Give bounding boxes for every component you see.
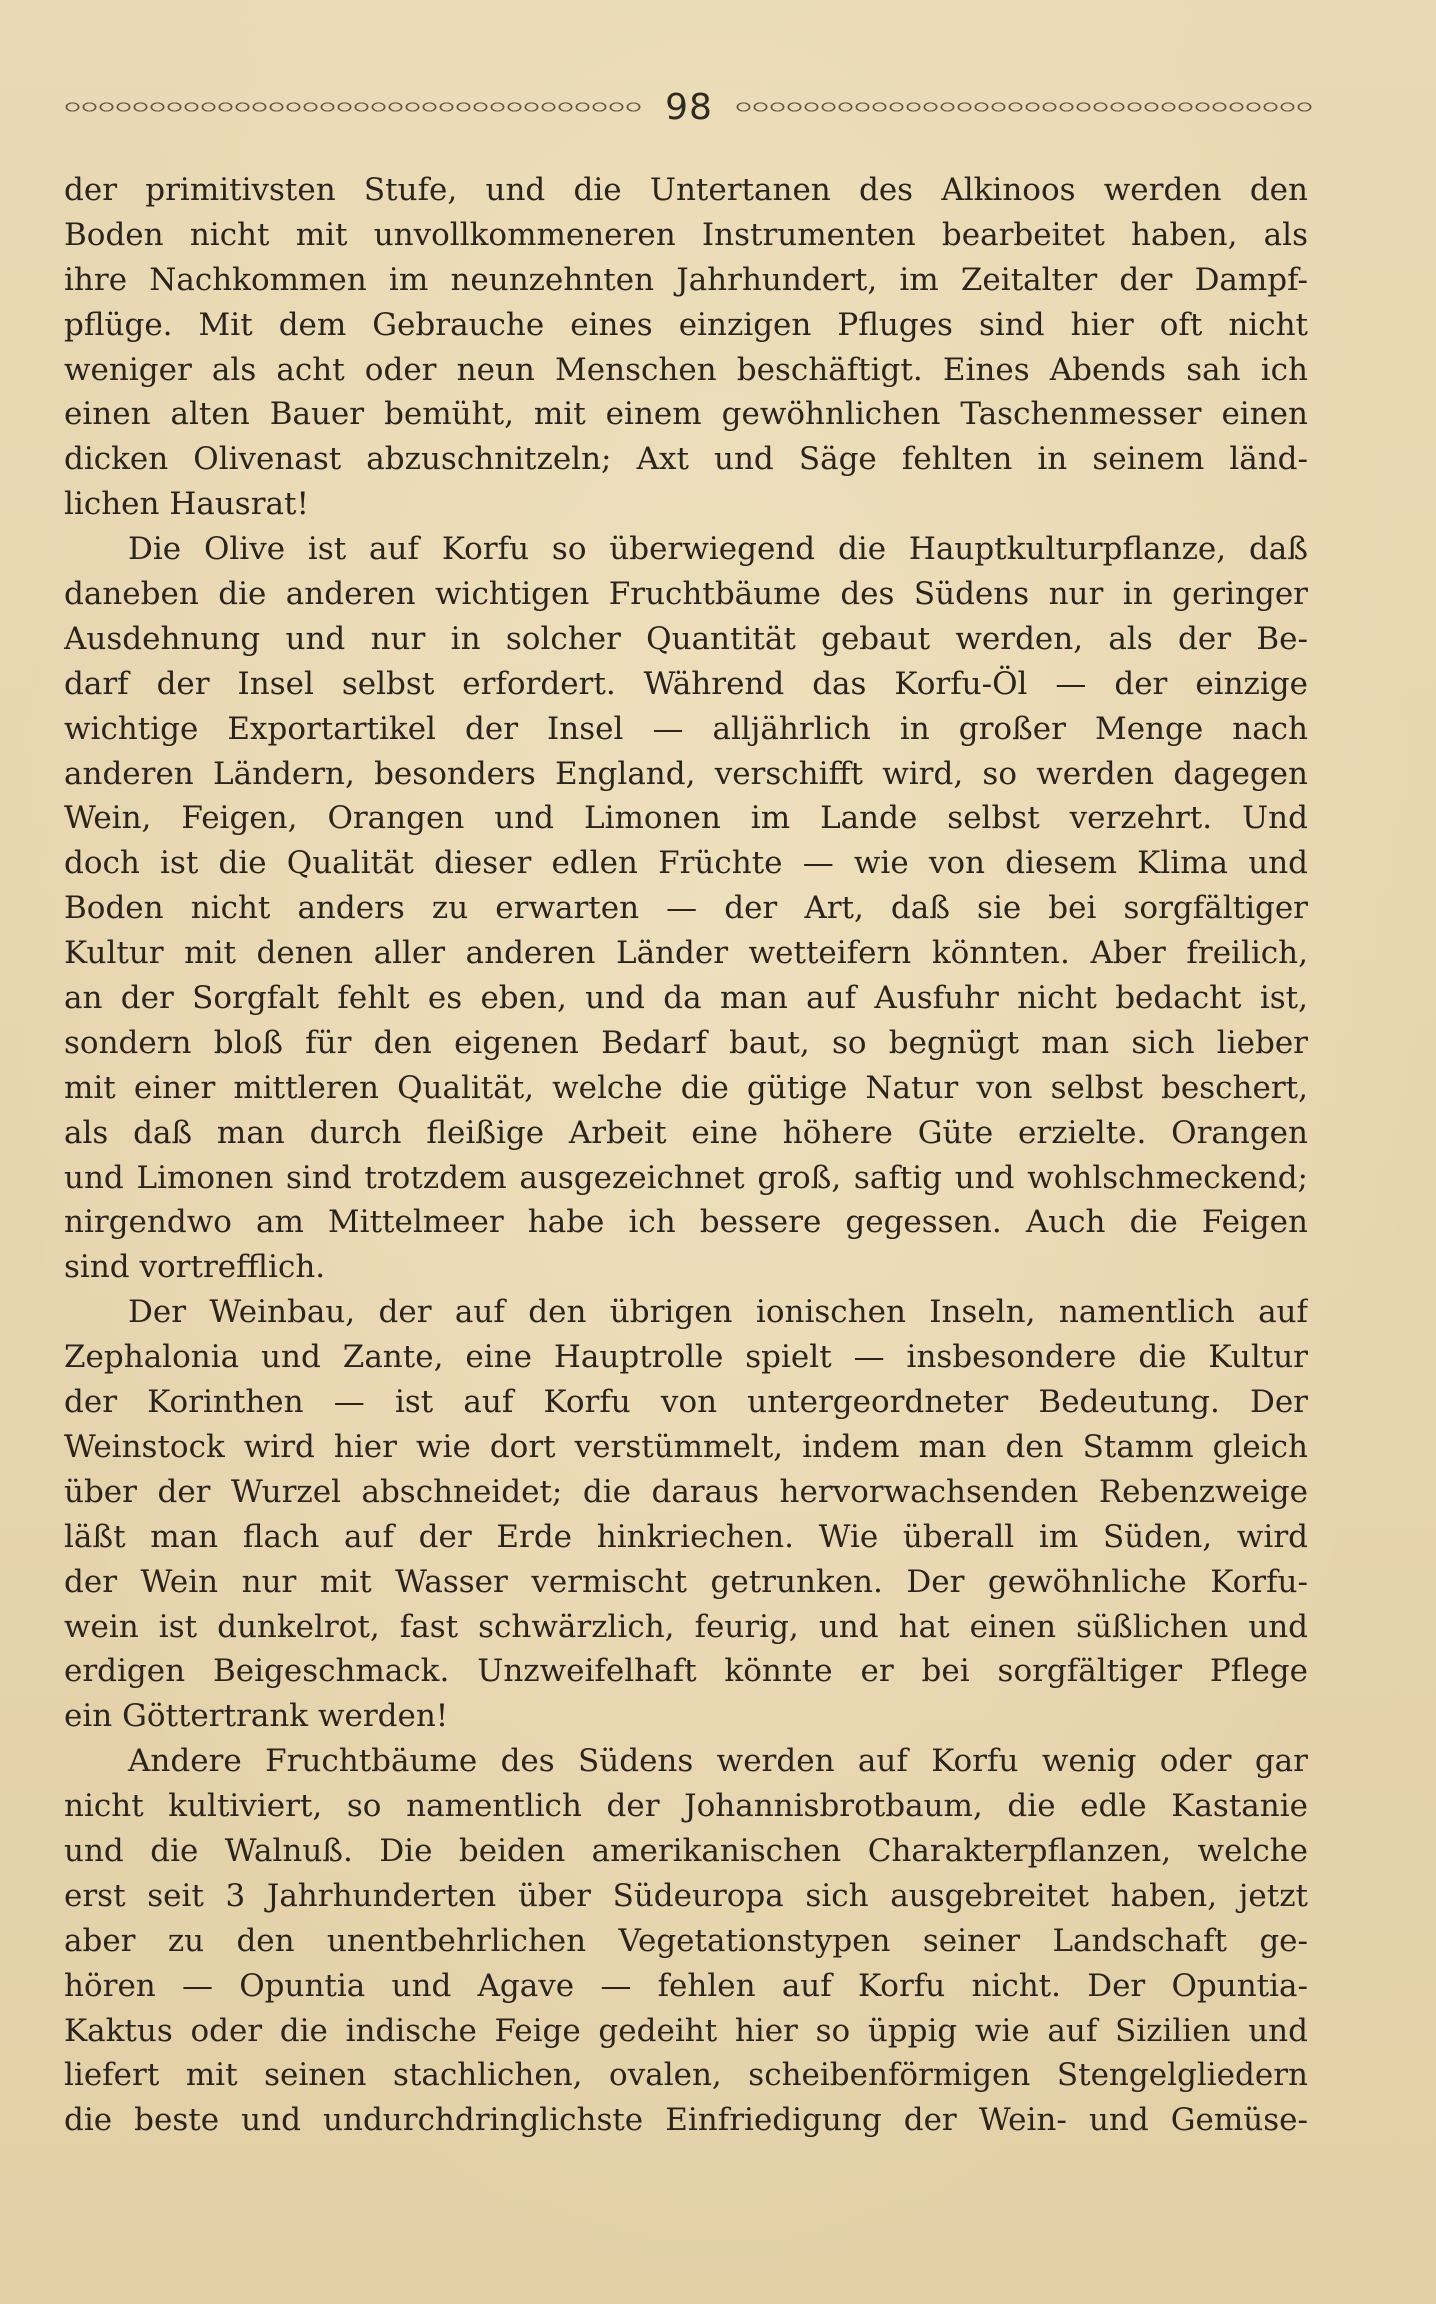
text-line: doch ist die Qualität dieser edlen Früchte — wie von diesem Klima und: [64, 845, 1308, 882]
text-line: und die Walnuß. Die beiden amerikanischen Charakterpflanzen, welche: [64, 1832, 1308, 1869]
page-header: [64, 82, 1314, 132]
body-text: [64, 168, 1308, 2143]
text-line: erst seit 3 Jahrhunderten über Südeuropa sich ausgebreitet haben, jetzt: [64, 1877, 1308, 1914]
text-line: Der Weinbau, der auf den übrigen ionischen Inseln, namentlich auf: [128, 1294, 1308, 1331]
text-line: ein Göttertrank werden!: [64, 1698, 449, 1735]
ornament-border-left: [64, 96, 643, 118]
text-line: Ausdehnung und nur in solcher Quantität gebaut werden, als der Be-: [64, 620, 1308, 657]
text-line: sondern bloß für den eigenen Bedarf baut, so begnügt man sich lieber: [64, 1024, 1308, 1061]
text-line: nicht kultiviert, so namentlich der Johannisbrotbaum, die edle Kastanie: [64, 1788, 1308, 1825]
text-line: Boden nicht anders zu erwarten — der Art, daß sie bei sorgfältiger: [64, 890, 1308, 927]
text-line: weniger als acht oder neun Menschen beschäftigt. Eines Abends sah ich: [64, 351, 1308, 388]
text-line: der Korinthen — ist auf Korfu von untergeordneter Bedeutung. Der: [64, 1384, 1308, 1421]
text-line: liefert mit seinen stachlichen, ovalen, scheibenförmigen Stengelgliedern: [64, 2057, 1308, 2094]
text-line: dicken Olivenast abzuschnitzeln; Axt und Säge fehlten in seinem länd-: [64, 441, 1308, 478]
ornament-border-right: [735, 96, 1314, 118]
text-line: mit einer mittleren Qualität, welche die gütige Natur von selbst beschert,: [64, 1069, 1308, 1106]
text-line: anderen Ländern, besonders England, verschifft wird, so werden dagegen: [64, 755, 1308, 792]
text-line: der primitivsten Stufe, und die Untertanen des Alkinoos werden den: [64, 172, 1308, 208]
page-number: 98: [665, 86, 713, 128]
text-line: Wein, Feigen, Orangen und Limonen im Lande selbst verzehrt. Und: [64, 800, 1308, 837]
text-line: Kaktus oder die indische Feige gedeiht hier so üppig wie auf Sizilien und: [64, 2012, 1308, 2049]
text-line: lichen Hausrat!: [64, 486, 309, 523]
text-line: als daß man durch fleißige Arbeit eine höhere Güte erzielte. Orangen: [64, 1114, 1308, 1151]
text-line: daneben die anderen wichtigen Fruchtbäume des Südens nur in geringer: [64, 576, 1308, 613]
text-line: aber zu den unentbehrlichen Vegetationstypen seiner Landschaft ge-: [64, 1922, 1308, 1959]
text-line: hören — Opuntia und Agave — fehlen auf Korfu nicht. Der Opuntia-: [64, 1967, 1308, 2004]
text-line: erdigen Beigeschmack. Unzweifelhaft könnte er bei sorgfältiger Pflege: [64, 1653, 1308, 1690]
text-line: Kultur mit denen aller anderen Länder wetteifern könnten. Aber freilich,: [64, 935, 1308, 972]
text-line: einen alten Bauer bemüht, mit einem gewöhnlichen Taschenmesser einen: [64, 396, 1308, 433]
text-line: Zephalonia und Zante, eine Hauptrolle spielt — insbesondere die Kultur: [64, 1339, 1308, 1376]
text-line: läßt man flach auf der Erde hinkriechen. Wie überall im Süden, wird: [64, 1518, 1308, 1555]
text-line: die beste und undurchdringlichste Einfriedigung der Wein- und Gemüse-: [64, 2102, 1308, 2139]
text-line: nirgendwo am Mittelmeer habe ich bessere gegessen. Auch die Feigen: [64, 1204, 1308, 1241]
text-line: wein ist dunkelrot, fast schwärzlich, feurig, und hat einen süßlichen und: [64, 1608, 1308, 1645]
text-line: darf der Insel selbst erfordert. Während das Korfu-Öl — der einzige: [64, 665, 1308, 702]
text-line: Andere Fruchtbäume des Südens werden auf Korfu wenig oder gar: [128, 1743, 1308, 1780]
text-line: über der Wurzel abschneidet; die daraus hervorwachsenden Rebenzweige: [64, 1473, 1308, 1510]
text-line: ihre Nachkommen im neunzehnten Jahrhundert, im Zeitalter der Dampf-: [64, 261, 1308, 298]
text-line: Boden nicht mit unvollkommeneren Instrumenten bearbeitet haben, als: [64, 216, 1308, 253]
text-line: Weinstock wird hier wie dort verstümmelt, indem man den Stamm gleich: [64, 1428, 1308, 1465]
text-line: wichtige Exportartikel der Insel — alljährlich in großer Menge nach: [64, 710, 1308, 747]
text-line: der Wein nur mit Wasser vermischt getrunken. Der gewöhnliche Korfu-: [64, 1563, 1308, 1600]
text-line: und Limonen sind trotzdem ausgezeichnet groß, saftig und wohlschmeckend;: [64, 1159, 1308, 1196]
text-line: pflüge. Mit dem Gebrauche eines einzigen Pfluges sind hier oft nicht: [64, 306, 1308, 343]
text-line: sind vortrefflich.: [64, 1249, 326, 1286]
text-line: Die Olive ist auf Korfu so überwiegend die Hauptkulturpflanze, daß: [128, 531, 1308, 568]
text-line: an der Sorgfalt fehlt es eben, und da man auf Ausfuhr nicht bedacht ist,: [64, 980, 1308, 1017]
